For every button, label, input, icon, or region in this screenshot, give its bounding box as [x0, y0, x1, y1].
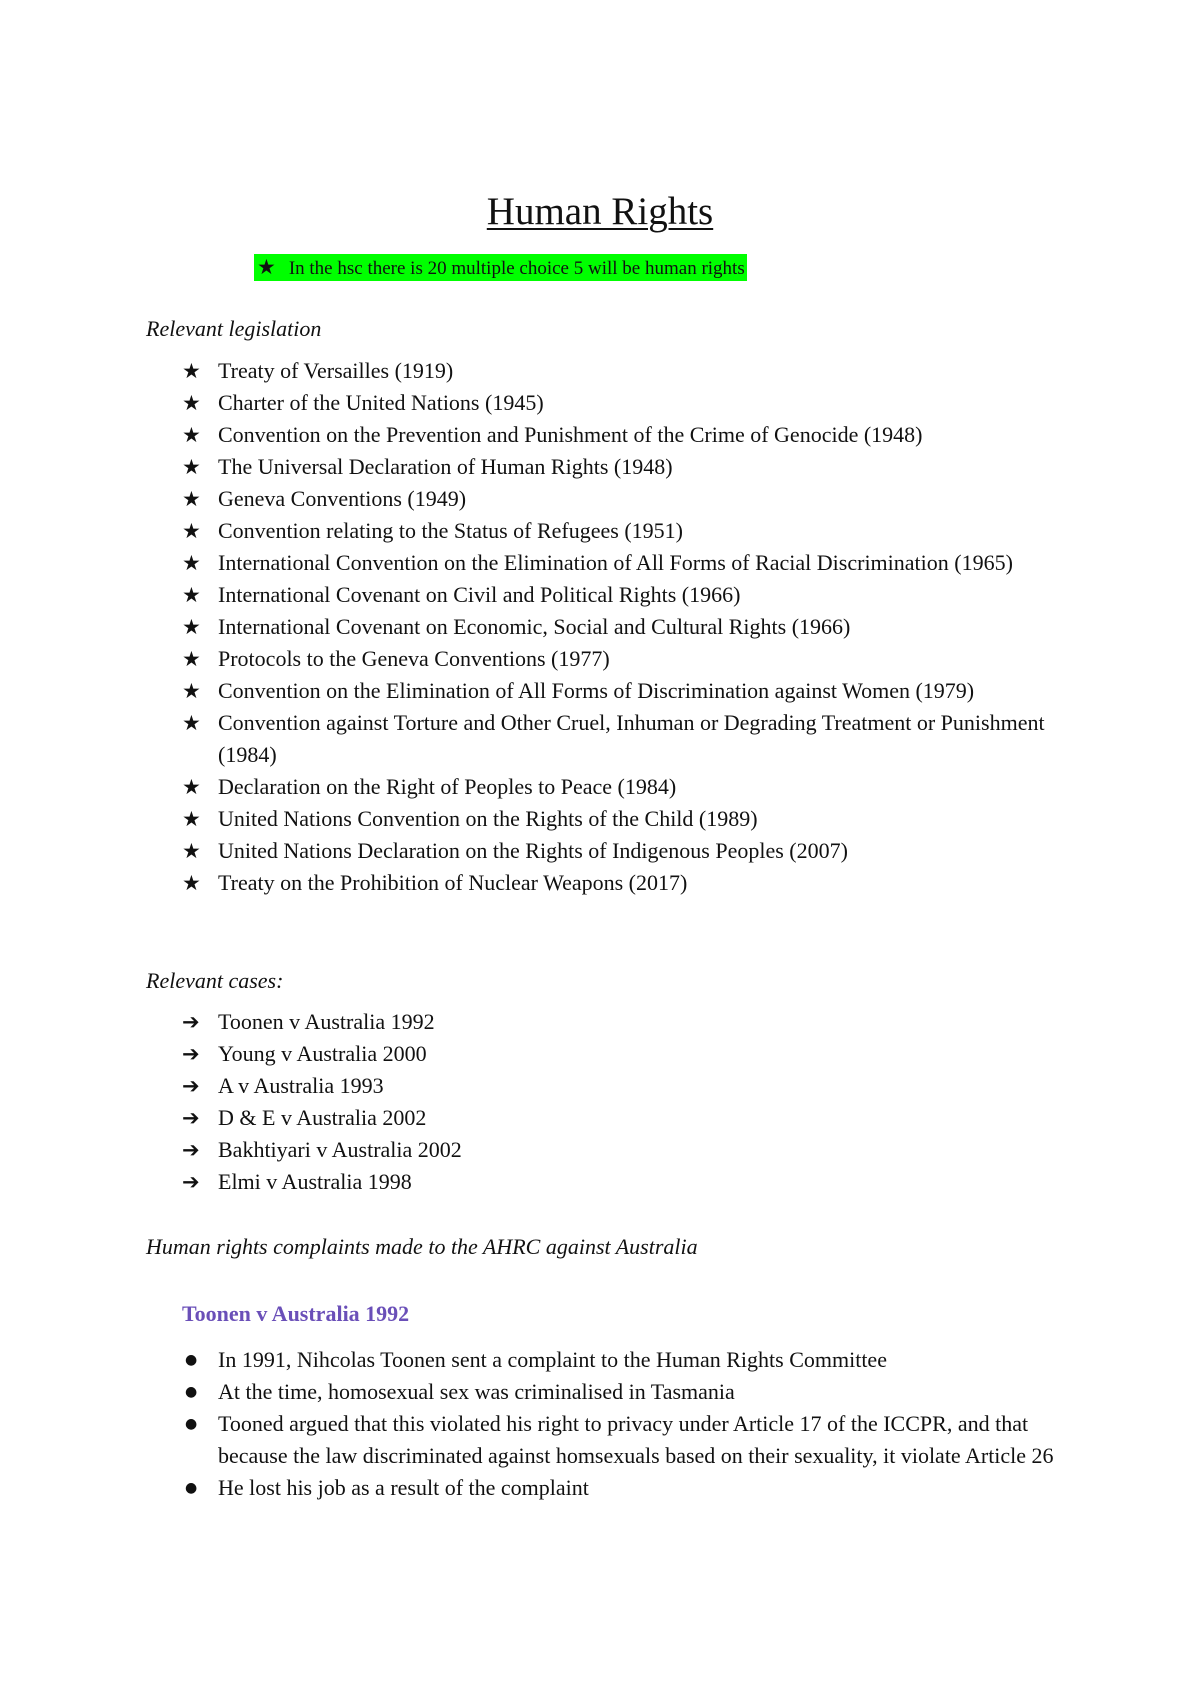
- star-icon: ★: [182, 647, 201, 671]
- list-item: ★ United Nations Declaration on the Rights of Indigenous Peoples (2007): [182, 835, 1082, 867]
- arrow-right-icon: ➔: [182, 1106, 200, 1130]
- list-item: ● He lost his job as a result of the complaint: [182, 1472, 1082, 1504]
- star-icon: ★: [182, 487, 201, 511]
- star-icon: ★: [182, 455, 201, 479]
- list-item: ★ Convention on the Elimination of All Forms of Discrimination against Women (1979): [182, 675, 1082, 707]
- case-points-list: [182, 1344, 1082, 1504]
- star-icon: ★: [182, 423, 201, 447]
- bullet-icon: ●: [185, 1384, 198, 1400]
- highlighted-note: [254, 254, 747, 281]
- list-item: ★ Declaration on the Right of Peoples to Peace (1984): [182, 771, 1082, 803]
- star-icon: ★: [182, 711, 201, 735]
- note-text: In the hsc there is 20 multiple choice 5 will be human rights: [288, 258, 745, 279]
- star-icon: ★: [182, 583, 201, 607]
- list-item: ➔ Bakhtiyari v Australia 2002: [182, 1134, 1082, 1166]
- list-item: ★ International Covenant on Economic, Social and Cultural Rights (1966): [182, 611, 1082, 643]
- list-item: ★ Charter of the United Nations (1945): [182, 387, 1082, 419]
- list-item: ● In 1991, Nihcolas Toonen sent a complaint to the Human Rights Committee: [182, 1344, 1082, 1376]
- arrow-right-icon: ➔: [182, 1010, 200, 1034]
- list-item: ★ Protocols to the Geneva Conventions (1977): [182, 643, 1082, 675]
- list-item: ★ Convention on the Prevention and Punishment of the Crime of Genocide (1948): [182, 419, 1082, 451]
- star-icon: ★: [182, 807, 201, 831]
- bullet-icon: ●: [185, 1352, 198, 1368]
- complaints-heading: Human rights complaints made to the AHRC against Australia: [146, 1234, 698, 1259]
- list-item: ➔ D & E v Australia 2002: [182, 1102, 1082, 1134]
- star-icon: ★: [257, 255, 276, 279]
- arrow-right-icon: ➔: [182, 1074, 200, 1098]
- list-item: ➔ Elmi v Australia 1998: [182, 1166, 1082, 1198]
- star-icon: ★: [182, 615, 201, 639]
- list-item: ★ International Convention on the Elimination of All Forms of Racial Discrimination (1965): [182, 547, 1082, 579]
- star-icon: ★: [182, 839, 201, 863]
- list-item: ★ Convention against Torture and Other Cruel, Inhuman or Degrading Treatment or Punishment (1984): [182, 707, 1082, 771]
- star-icon: ★: [182, 391, 201, 415]
- star-icon: ★: [182, 871, 201, 895]
- case-title: Toonen v Australia 1992: [182, 1301, 410, 1326]
- list-item: ★ Treaty of Versailles (1919): [182, 355, 1082, 387]
- page-title: Human Rights: [486, 190, 714, 233]
- list-item: ➔ Young v Australia 2000: [182, 1038, 1082, 1070]
- list-item: ★ International Covenant on Civil and Political Rights (1966): [182, 579, 1082, 611]
- legislation-heading: Relevant legislation: [146, 316, 322, 341]
- arrow-right-icon: ➔: [182, 1138, 200, 1162]
- list-item: ➔ Toonen v Australia 1992: [182, 1006, 1082, 1038]
- bullet-icon: ●: [185, 1480, 198, 1496]
- star-icon: ★: [182, 551, 201, 575]
- list-item: ★ Convention relating to the Status of Refugees (1951): [182, 515, 1082, 547]
- arrow-right-icon: ➔: [182, 1042, 200, 1066]
- star-icon: ★: [182, 775, 201, 799]
- star-icon: ★: [182, 519, 201, 543]
- star-icon: ★: [182, 679, 201, 703]
- bullet-icon: ●: [185, 1416, 198, 1432]
- legislation-list: [182, 355, 1082, 899]
- list-item: ★ Treaty on the Prohibition of Nuclear Weapons (2017): [182, 867, 1082, 899]
- list-item: ★ The Universal Declaration of Human Rights (1948): [182, 451, 1082, 483]
- star-icon: ★: [182, 359, 201, 383]
- cases-heading: Relevant cases:: [146, 968, 284, 993]
- list-item: ● At the time, homosexual sex was criminalised in Tasmania: [182, 1376, 1082, 1408]
- list-item: ★ Geneva Conventions (1949): [182, 483, 1082, 515]
- cases-list: [182, 1006, 1082, 1198]
- list-item: ➔ A v Australia 1993: [182, 1070, 1082, 1102]
- list-item: ● Tooned argued that this violated his right to privacy under Article 17 of the ICCPR, and that because the law discriminated against homsexuals based on their sexuality, it violate Article 26: [182, 1408, 1082, 1472]
- list-item: ★ United Nations Convention on the Rights of the Child (1989): [182, 803, 1082, 835]
- arrow-right-icon: ➔: [182, 1170, 200, 1194]
